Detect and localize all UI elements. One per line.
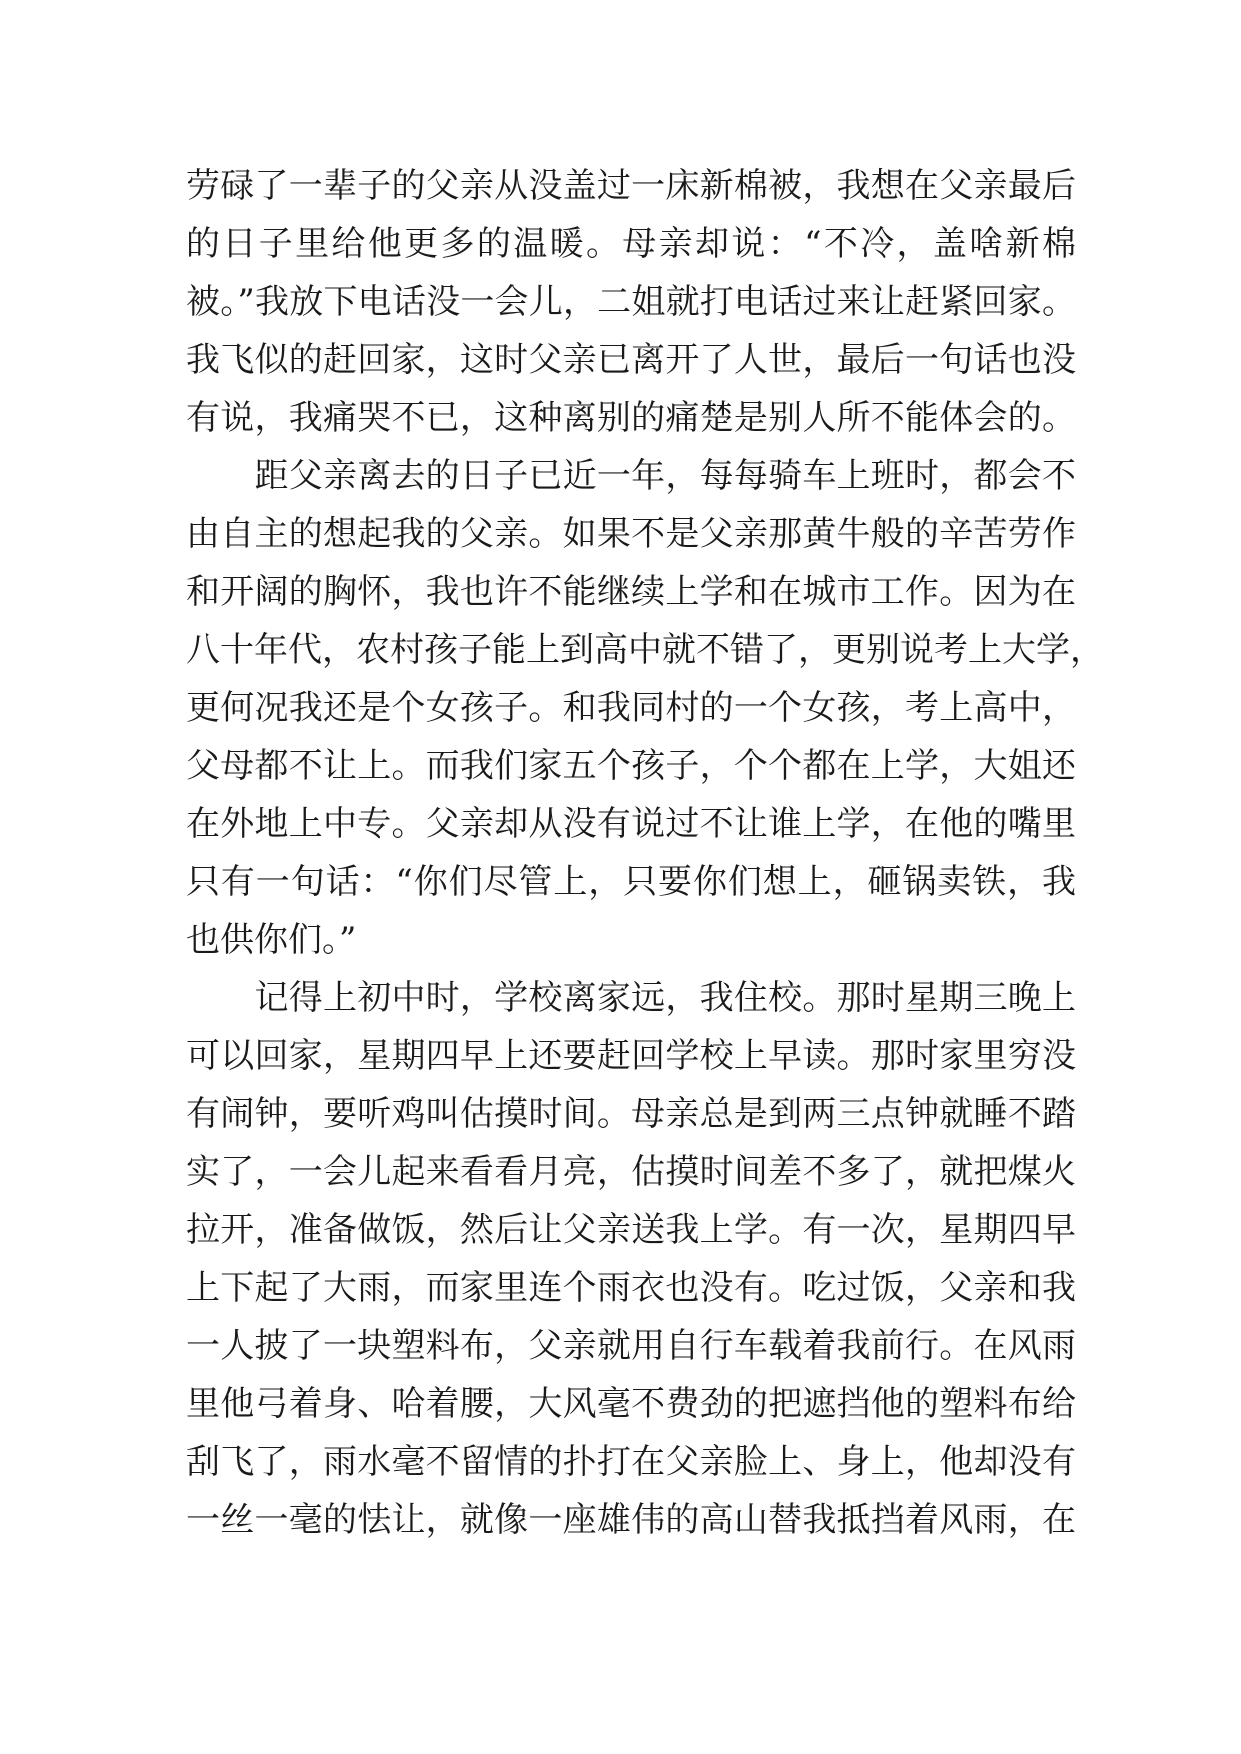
text-line: 记得上初中时，学校离家远，我住校。那时星期三晚上	[186, 978, 1076, 1018]
body-text	[186, 157, 1104, 1549]
text-line: 八十年代，农村孩子能上到高中就不错了，更别说考上大学，	[186, 630, 1104, 670]
text-line: 拉开，准备做饭，然后让父亲送我上学。有一次，星期四早	[186, 1210, 1076, 1250]
text-line: 父母都不让上。而我们家五个孩子，个个都在上学，大姐还	[186, 746, 1076, 786]
text-line: 在外地上中专。父亲却从没有说过不让谁上学，在他的嘴里	[186, 804, 1076, 844]
text-line: 实了，一会儿起来看看月亮，估摸时间差不多了，就把煤火	[186, 1152, 1076, 1192]
text-line: 一人披了一块塑料布，父亲就用自行车载着我前行。在风雨	[186, 1326, 1076, 1366]
text-line: 里他弓着身、哈着腰，大风毫不费劲的把遮挡他的塑料布给	[186, 1384, 1076, 1424]
text-line: 被。”我放下电话没一会儿，二姐就打电话过来让赶紧回家。	[186, 282, 1076, 322]
text-line: 只有一句话：“你们尽管上，只要你们想上，砸锅卖铁，我	[186, 862, 1076, 902]
text-line: 更何况我还是个女孩子。和我同村的一个女孩，考上高中，	[186, 688, 1076, 728]
text-line: 也供你们。”	[186, 920, 357, 960]
text-line: 的日子里给他更多的温暖。母亲却说：“不冷，盖啥新棉	[186, 224, 1076, 264]
text-line: 劳碌了一辈子的父亲从没盖过一床新棉被，我想在父亲最后	[186, 166, 1076, 206]
text-line: 和开阔的胸怀，我也许不能继续上学和在城市工作。因为在	[186, 572, 1076, 612]
text-line: 可以回家，星期四早上还要赶回学校上早读。那时家里穷没	[186, 1036, 1076, 1076]
text-line: 我飞似的赶回家，这时父亲已离开了人世，最后一句话也没	[186, 340, 1076, 380]
text-line: 距父亲离去的日子已近一年，每每骑车上班时，都会不	[186, 456, 1076, 496]
text-line: 一丝一毫的怯让，就像一座雄伟的高山替我抵挡着风雨，在	[186, 1500, 1076, 1540]
text-line: 有闹钟，要听鸡叫估摸时间。母亲总是到两三点钟就睡不踏	[186, 1094, 1076, 1134]
text-line: 有说，我痛哭不已，这种离别的痛楚是别人所不能体会的。	[186, 398, 1076, 438]
text-line: 上下起了大雨，而家里连个雨衣也没有。吃过饭，父亲和我	[186, 1268, 1076, 1308]
text-line: 由自主的想起我的父亲。如果不是父亲那黄牛般的辛苦劳作	[186, 514, 1076, 554]
text-line: 刮飞了，雨水毫不留情的扑打在父亲脸上、身上，他却没有	[186, 1442, 1076, 1482]
